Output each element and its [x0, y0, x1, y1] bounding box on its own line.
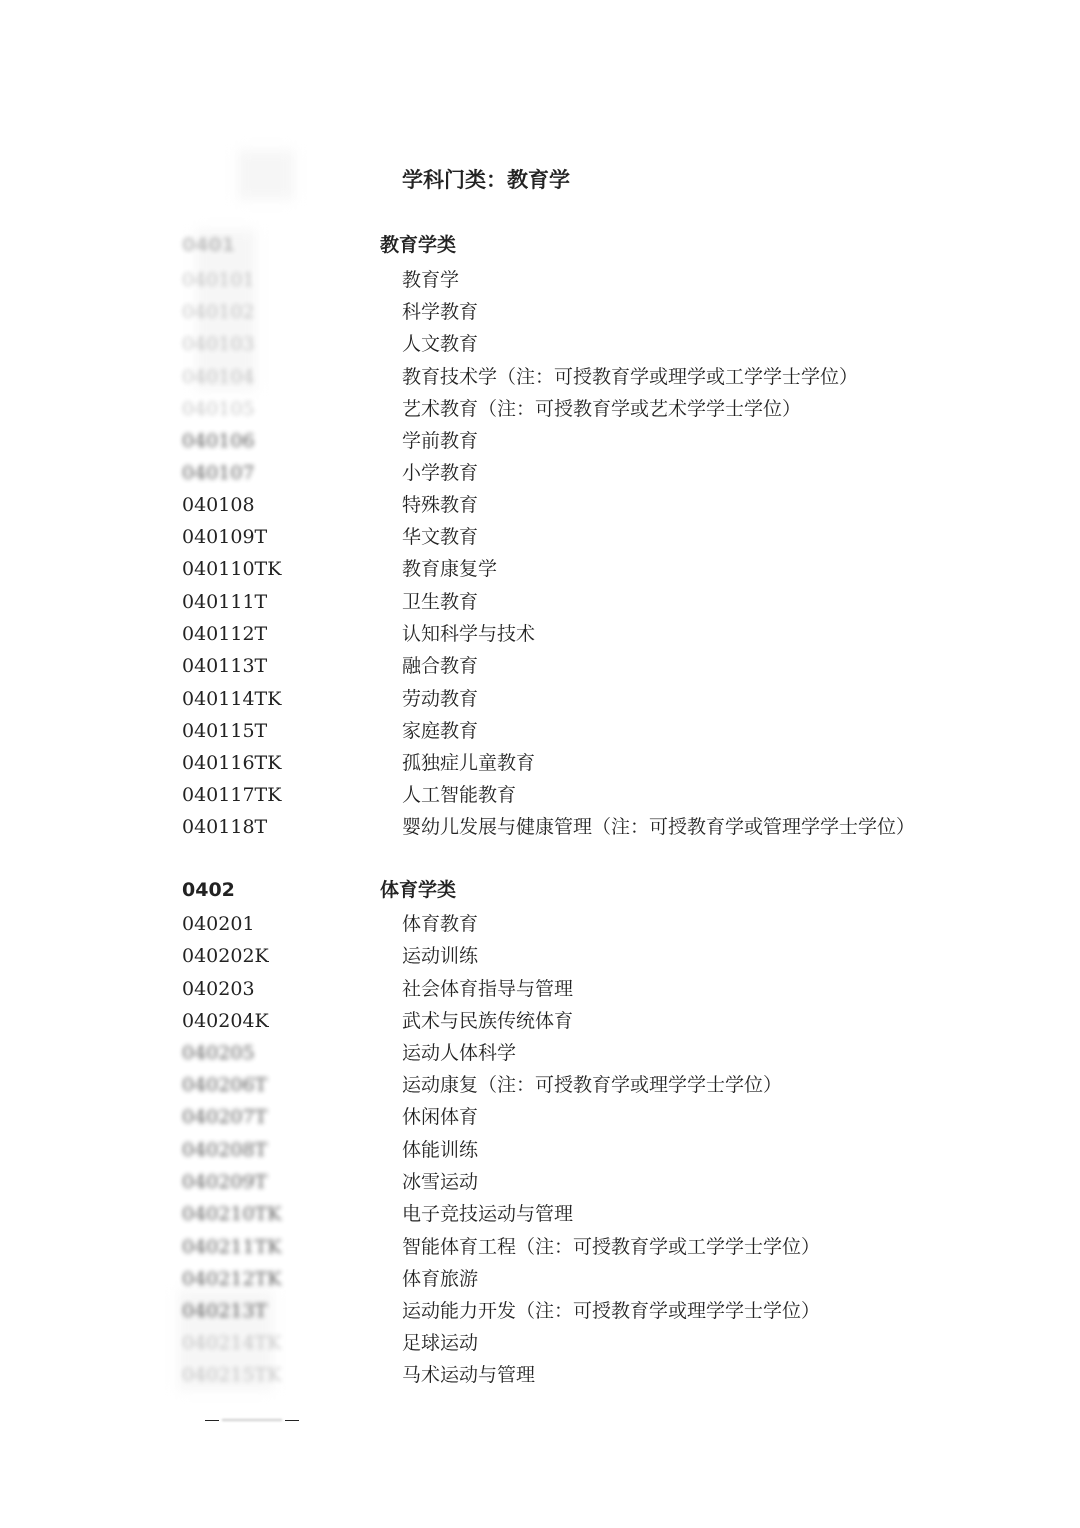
category-code: 0402	[182, 879, 235, 901]
major-code: 040111T	[182, 591, 268, 613]
list-item	[0, 264, 1080, 296]
major-code: 040118T	[182, 816, 268, 838]
list-item	[0, 1005, 1080, 1037]
major-code: 040215TK	[182, 1364, 282, 1386]
major-name: 运动训练	[402, 945, 479, 967]
list-item	[0, 779, 1080, 811]
major-code: 040212TK	[182, 1268, 282, 1290]
major-code: 040211TK	[182, 1236, 282, 1258]
list-item	[0, 747, 1080, 779]
list-item	[0, 1231, 1080, 1263]
major-code: 040202K	[182, 945, 269, 967]
major-name: 体育旅游	[402, 1268, 479, 1290]
major-name: 教育康复学	[402, 558, 498, 580]
list-item	[0, 521, 1080, 553]
major-code: 040115T	[182, 720, 268, 742]
footer-dash-left	[205, 1420, 219, 1421]
major-name: 社会体育指导与管理	[402, 978, 574, 1000]
major-name: 学前教育	[402, 430, 479, 452]
list-item	[0, 908, 1080, 940]
list-item	[0, 973, 1080, 1005]
major-name: 婴幼儿发展与健康管理（注：可授教育学或管理学学士学位）	[402, 816, 916, 838]
list-item	[0, 811, 1080, 843]
major-code: 040208T	[182, 1139, 268, 1161]
major-name: 运动能力开发（注：可授教育学或理学学士学位）	[402, 1300, 821, 1322]
footer-page-number	[222, 1419, 282, 1421]
page-title: 学科门类：教育学	[402, 168, 570, 192]
category-header	[0, 229, 1080, 261]
major-code: 040210TK	[182, 1203, 282, 1225]
major-name: 武术与民族传统体育	[402, 1010, 574, 1032]
major-name: 家庭教育	[402, 720, 479, 742]
major-name: 劳动教育	[402, 688, 479, 710]
list-item	[0, 1327, 1080, 1359]
list-item	[0, 553, 1080, 585]
list-item	[0, 618, 1080, 650]
page-footer	[205, 1412, 299, 1428]
list-item	[0, 586, 1080, 618]
major-name: 休闲体育	[402, 1106, 479, 1128]
major-name: 卫生教育	[402, 591, 479, 613]
major-code: 040207T	[182, 1106, 268, 1128]
category-name: 教育学类	[380, 234, 457, 256]
major-name: 教育技术学（注：可授教育学或理学或工学学士学位）	[402, 366, 859, 388]
category-header	[0, 874, 1080, 906]
major-name: 人文教育	[402, 333, 479, 355]
major-name: 人工智能教育	[402, 784, 517, 806]
list-item	[0, 489, 1080, 521]
major-name: 认知科学与技术	[402, 623, 536, 645]
major-name: 运动康复（注：可授教育学或理学学士学位）	[402, 1074, 783, 1096]
major-code: 040105	[182, 398, 255, 420]
list-item	[0, 361, 1080, 393]
list-item	[0, 1134, 1080, 1166]
major-code: 040204K	[182, 1010, 269, 1032]
major-code: 040214TK	[182, 1332, 282, 1354]
list-item	[0, 715, 1080, 747]
list-item	[0, 940, 1080, 972]
major-code: 040117TK	[182, 784, 282, 806]
major-name: 孤独症儿童教育	[402, 752, 536, 774]
major-name: 特殊教育	[402, 494, 479, 516]
list-item	[0, 1037, 1080, 1069]
major-code: 040201	[182, 913, 255, 935]
major-name: 艺术教育（注：可授教育学或艺术学学士学位）	[402, 398, 802, 420]
list-item	[0, 650, 1080, 682]
list-item	[0, 457, 1080, 489]
major-code: 040113T	[182, 655, 268, 677]
list-item	[0, 296, 1080, 328]
major-name: 足球运动	[402, 1332, 479, 1354]
major-name: 教育学	[402, 269, 460, 291]
major-name: 体能训练	[402, 1139, 479, 1161]
list-item	[0, 328, 1080, 360]
list-item	[0, 1295, 1080, 1327]
major-code: 040206T	[182, 1074, 268, 1096]
major-name: 融合教育	[402, 655, 479, 677]
major-code: 040106	[182, 430, 255, 452]
list-item	[0, 1198, 1080, 1230]
major-code: 040104	[182, 366, 255, 388]
major-code: 040103	[182, 333, 255, 355]
major-code: 040112T	[182, 623, 268, 645]
major-code: 040116TK	[182, 752, 282, 774]
major-code: 040213T	[182, 1300, 268, 1322]
major-code: 040107	[182, 462, 255, 484]
list-item	[0, 1359, 1080, 1391]
major-code: 040101	[182, 269, 255, 291]
major-code: 040209T	[182, 1171, 268, 1193]
list-item	[0, 1069, 1080, 1101]
list-item	[0, 1263, 1080, 1295]
major-name: 体育教育	[402, 913, 479, 935]
category-name: 体育学类	[380, 879, 457, 901]
major-code: 040114TK	[182, 688, 282, 710]
major-name: 科学教育	[402, 301, 479, 323]
list-item	[0, 425, 1080, 457]
major-code: 040108	[182, 494, 255, 516]
major-name: 小学教育	[402, 462, 479, 484]
major-name: 华文教育	[402, 526, 479, 548]
major-name: 智能体育工程（注：可授教育学或工学学士学位）	[402, 1236, 821, 1258]
major-code: 040110TK	[182, 558, 282, 580]
major-code: 040203	[182, 978, 255, 1000]
major-code: 040109T	[182, 526, 268, 548]
list-item	[0, 1166, 1080, 1198]
list-item	[0, 393, 1080, 425]
list-item	[0, 683, 1080, 715]
major-name: 电子竞技运动与管理	[402, 1203, 574, 1225]
major-code: 040102	[182, 301, 255, 323]
major-name: 马术运动与管理	[402, 1364, 536, 1386]
category-code: 0401	[182, 234, 235, 256]
major-code: 040205	[182, 1042, 255, 1064]
major-name: 冰雪运动	[402, 1171, 479, 1193]
list-item	[0, 1101, 1080, 1133]
major-name: 运动人体科学	[402, 1042, 517, 1064]
footer-dash-right	[285, 1420, 299, 1421]
